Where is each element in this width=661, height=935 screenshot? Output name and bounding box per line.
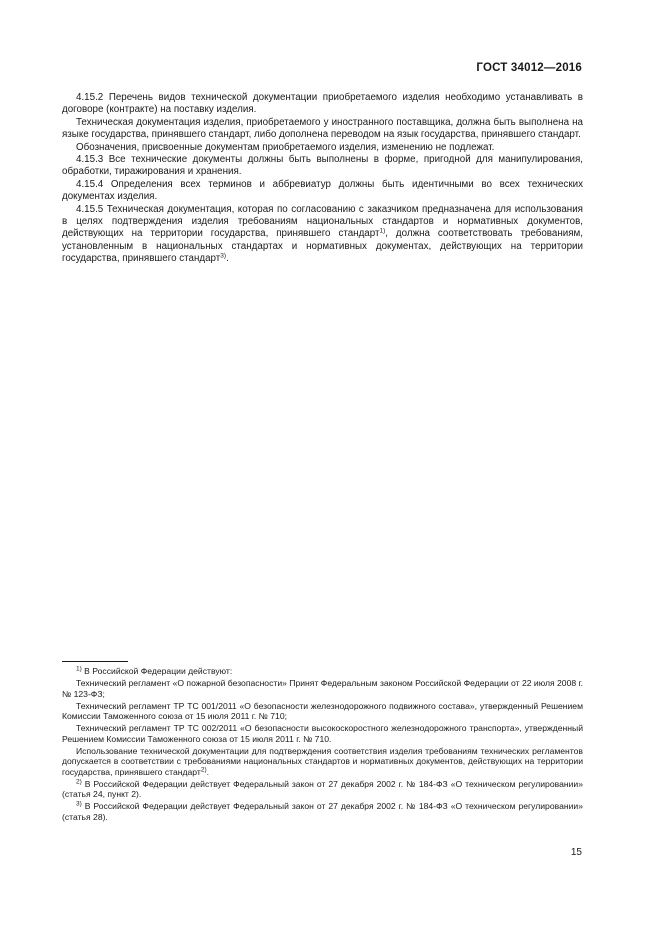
footnote-2-mark: 2): [76, 778, 82, 785]
footnote-1-item-c: Технический регламент ТР ТС 002/2011 «О безопасности высокоскоростного железнодорожного транспорта», утвержденный Решением Комиссии Таможенного союза от 15 июля 2011 г. № 710.: [62, 723, 583, 744]
paragraph-4-15-5-part2: , должна соответствовать требованиям, установленным в национальных стандартах и нормативных документах, действующих на территории государства, принявшего стандарт: [62, 228, 583, 265]
footnote-2-text: В Российской Федерации действует Федеральный закон от 27 декабря 2002 г. № 184-ФЗ «О техническом регулировании» (статья 24, пункт 2).: [62, 778, 583, 799]
paragraph-4-15-3: 4.15.3 Все технические документы должны быть выполнены в форме, пригодной для манипулирования, обработки, тиражирования и хранения.: [62, 154, 583, 178]
footnote-ref-1[interactable]: 1): [379, 227, 386, 235]
footnote-1-item-b: Технический регламент ТР ТС 001/2011 «О безопасности железнодорожного подвижного состава», утвержденный Решением Комиссии Таможенного союза от 15 июля 2011 г. № 710;: [62, 700, 583, 721]
paragraph-4-15-5-part1: 4.15.5 Техническая документация, которая по согласованию с заказчиком предназначена для использования в целях подтверждения изделия требованиям национальных стандартов и нормативных документов, действующих на территории государства, принявшего стандарт: [62, 203, 583, 240]
main-text: [62, 92, 583, 266]
paragraph-designations: Обозначения, присвоенные документам приобретаемого изделия, изменению не подлежат.: [76, 141, 495, 153]
footnote-2: [62, 779, 583, 800]
footnote-ref-2[interactable]: 2): [200, 766, 207, 773]
footnote-3: [62, 801, 583, 822]
paragraph-4-15-5-part3: .: [226, 253, 229, 265]
footnote-1-mark: 1): [76, 665, 82, 673]
document-code-header: ГОСТ 34012—2016: [476, 62, 582, 74]
paragraph-foreign-supplier-language: Техническая документация изделия, приобретаемого у иностранного поставщика, должна быть выполнена на языке государства, принявшего стандарт, либо дополнена переводом на язык государства, принявшего стандарт.: [62, 116, 583, 141]
footnote-3-mark: 3): [76, 800, 82, 808]
footnote-1-item-d-end: .: [206, 766, 210, 777]
paragraph-4-15-2: 4.15.2 Перечень видов технической документации приобретаемого изделия необходимо устанавливать в договоре (контракте) на поставку изделия.: [62, 92, 583, 116]
footnote-1-item-d: [62, 746, 583, 778]
footnote-1: [62, 666, 583, 677]
footnote-separator: [62, 661, 128, 662]
page-number: 15: [570, 847, 582, 858]
footnote-1-item-d-text: Использование технической документации для подтверждения соответствия изделия требованиям технических регламентов допускается в соответствии с требованиями национальных стандартов и нормативных документов, действующих на территории государства, принявшего стандарт: [62, 745, 583, 777]
paragraph-4-15-5: [62, 204, 583, 266]
footnote-1-lead: В Российской Федерации действуют:: [84, 666, 233, 676]
footnote-1-item-a: Технический регламент «О пожарной безопасности» Принят Федеральным законом Российской Федерации от 22 июля 2008 г. № 123-ФЗ;: [62, 678, 583, 699]
footnotes-block: [62, 666, 583, 824]
paragraph-4-15-4: 4.15.4 Определения всех терминов и аббревиатур должны быть идентичными во всех технических документах изделия.: [62, 178, 583, 203]
footnote-3-text: В Российской Федерации действует Федеральный закон от 27 декабря 2002 г. № 184-ФЗ «О техническом регулировании» (статья 28).: [62, 801, 583, 822]
footnote-ref-3[interactable]: 3): [220, 252, 227, 260]
